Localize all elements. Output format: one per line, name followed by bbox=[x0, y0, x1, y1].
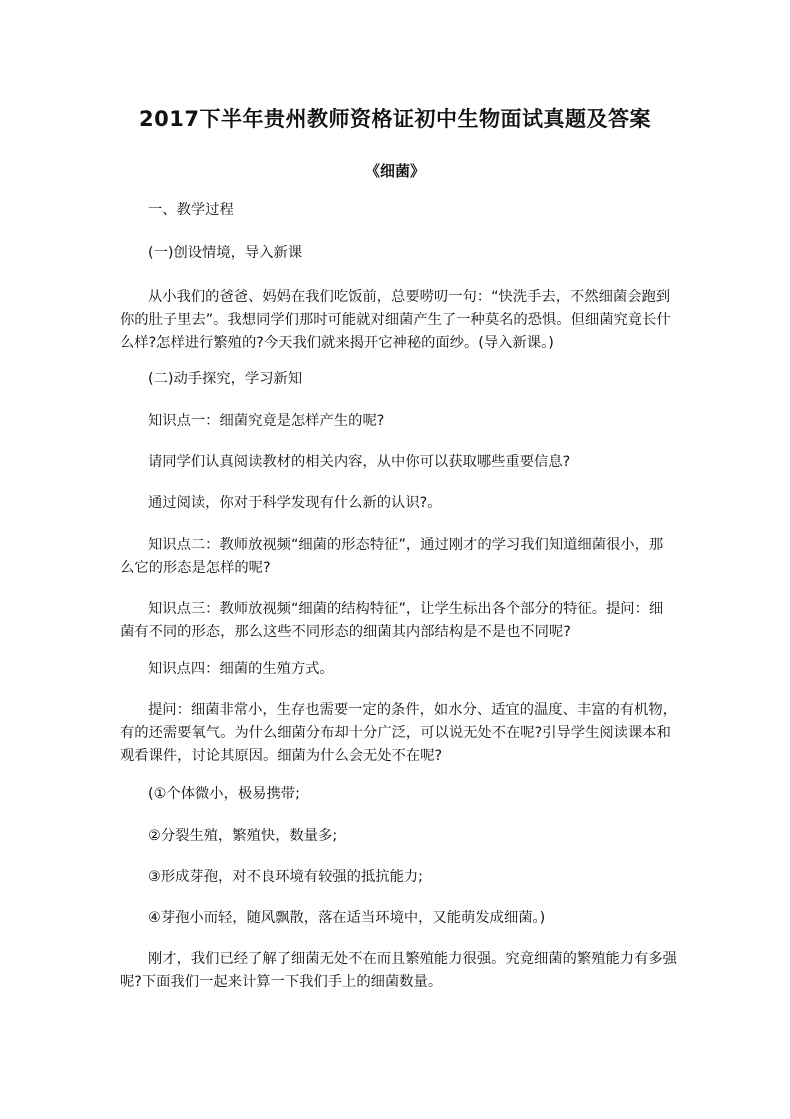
paragraph-line: 知识点二：教师放视频“细菌的形态特征”，通过刚才的学习我们知道细菌很小，那 bbox=[148, 537, 664, 553]
paragraph bbox=[120, 410, 672, 433]
paragraph-line: (一)创设情境，导入新课 bbox=[148, 245, 303, 261]
paragraph bbox=[120, 286, 672, 355]
paragraph bbox=[120, 242, 672, 265]
paragraph-line: 知识点一：细菌究竟是怎样产生的呢? bbox=[148, 413, 385, 429]
paragraph-line: ④芽孢小而轻，随风飘散，落在适当环境中，又能萌发成细菌。) bbox=[148, 910, 546, 926]
paragraph bbox=[120, 699, 677, 768]
paragraph-line: 刚才，我们已经了解了细菌无处不在而且繁殖能力很强。究竟细菌的繁殖能力有多强 bbox=[148, 951, 677, 967]
paragraph-line: 请同学们认真阅读教材的相关内容，从中你可以获取哪些重要信息? bbox=[148, 454, 571, 470]
paragraph bbox=[120, 534, 672, 580]
paragraph-line: 么样?怎样进行繁殖的?今天我们就来揭开它神秘的面纱。(导入新课。) bbox=[120, 335, 554, 351]
paragraph-line: 知识点三：教师放视频“细菌的结构特征”，让学生标出各个部分的特征。提问：细 bbox=[148, 601, 664, 617]
paragraph-line: 一、教学过程 bbox=[148, 202, 234, 218]
paragraph bbox=[120, 866, 672, 889]
document-title: 2017下半年贵州教师资格证初中生物面试真题及答案 bbox=[139, 107, 651, 131]
paragraph-line: 么它的形态是怎样的呢? bbox=[120, 560, 271, 576]
paragraph-line: 菌有不同的形态，那么这些不同形态的细菌其内部结构是不是也不同呢? bbox=[120, 624, 571, 640]
paragraph-line: 知识点四：细菌的生殖方式。 bbox=[148, 661, 334, 677]
paragraph bbox=[120, 199, 672, 222]
paragraph-line: 呢?下面我们一起来计算一下我们手上的细菌数量。 bbox=[120, 974, 443, 990]
paragraph-line: 从小我们的爸爸、妈妈在我们吃饭前，总要唠叨一句：“快洗手去，不然细菌会跑到 bbox=[148, 289, 671, 305]
paragraph-line: 有的还需要氧气。为什么细菌分布却十分广泛，可以说无处不在呢?引导学生阅读课本和 bbox=[120, 725, 671, 741]
paragraph bbox=[120, 825, 672, 848]
paragraph-line: 观看课件，讨论其原因。细菌为什么会无处不在呢? bbox=[120, 748, 443, 764]
paragraph bbox=[120, 451, 672, 474]
paragraph-line: 通过阅读，你对于科学发现有什么新的认识?。 bbox=[148, 495, 442, 511]
paragraph bbox=[120, 948, 677, 994]
paragraph bbox=[120, 783, 672, 806]
paragraph-line: (二)动手探究，学习新知 bbox=[148, 371, 303, 387]
paragraph bbox=[120, 598, 672, 644]
paragraph bbox=[120, 907, 672, 930]
paragraph-line: (①个体微小，极易携带; bbox=[148, 786, 300, 802]
paragraph-line: ③形成芽孢，对不良环境有较强的抵抗能力; bbox=[148, 869, 423, 885]
document-subtitle: 《细菌》 bbox=[364, 162, 425, 180]
paragraph bbox=[120, 368, 672, 391]
paragraph-line: 你的肚子里去”。我想同学们那时可能就对细菌产生了一种莫名的恐惧。但细菌究竟长什 bbox=[120, 312, 671, 328]
paragraph-line: 提问：细菌非常小，生存也需要一定的条件，如水分、适宜的温度、丰富的有机物， bbox=[148, 702, 677, 718]
paragraph bbox=[120, 492, 672, 515]
paragraph-line: ②分裂生殖，繁殖快，数量多; bbox=[148, 828, 338, 844]
paragraph bbox=[120, 658, 672, 681]
